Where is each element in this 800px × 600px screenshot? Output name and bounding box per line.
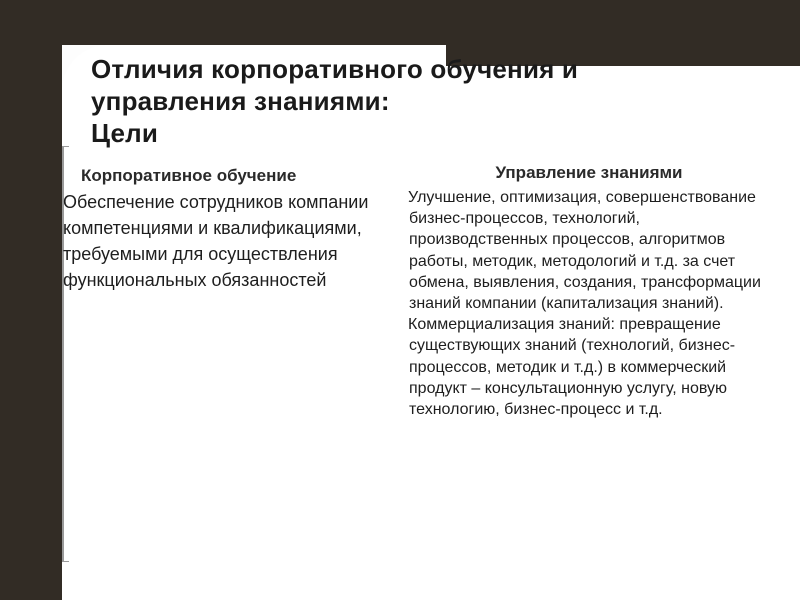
corporate-learning-column [63, 165, 393, 293]
title-line-1: Отличия корпоративного обучения и [91, 54, 579, 84]
knowledge-management-column [400, 162, 770, 420]
knowledge-management-paragraph-2: Коммерциализация знаний: превращение существующих знаний (технологий, бизнес-процессов, методик и т.д.) в коммерческий продукт – консультационную услугу, новую технологию, бизнес-процесс и т.д. [408, 316, 736, 419]
corporate-learning-text: Обеспечение сотрудников компании компетенциями и квалификациями, требуемыми для осуществления функциональных обязанностей [63, 192, 369, 290]
title-line-3: Цели [91, 118, 159, 148]
corporate-learning-heading: Корпоративное обучение [81, 166, 297, 185]
title-line-2: управления знаниями: [91, 86, 390, 116]
knowledge-management-paragraph-1: Улучшение, оптимизация, совершенствование бизнес-процессов, технологий, производственных процессов, алгоритмов работы, методик, методологий и т.д. за счет обмена, выявления, создания, трансформации знаний компании (капитализация знаний). [408, 189, 761, 313]
left-dark-strip [0, 0, 62, 600]
knowledge-management-heading: Управление знаниями [495, 163, 683, 182]
slide-title [91, 53, 711, 149]
top-dark-band [0, 0, 800, 45]
